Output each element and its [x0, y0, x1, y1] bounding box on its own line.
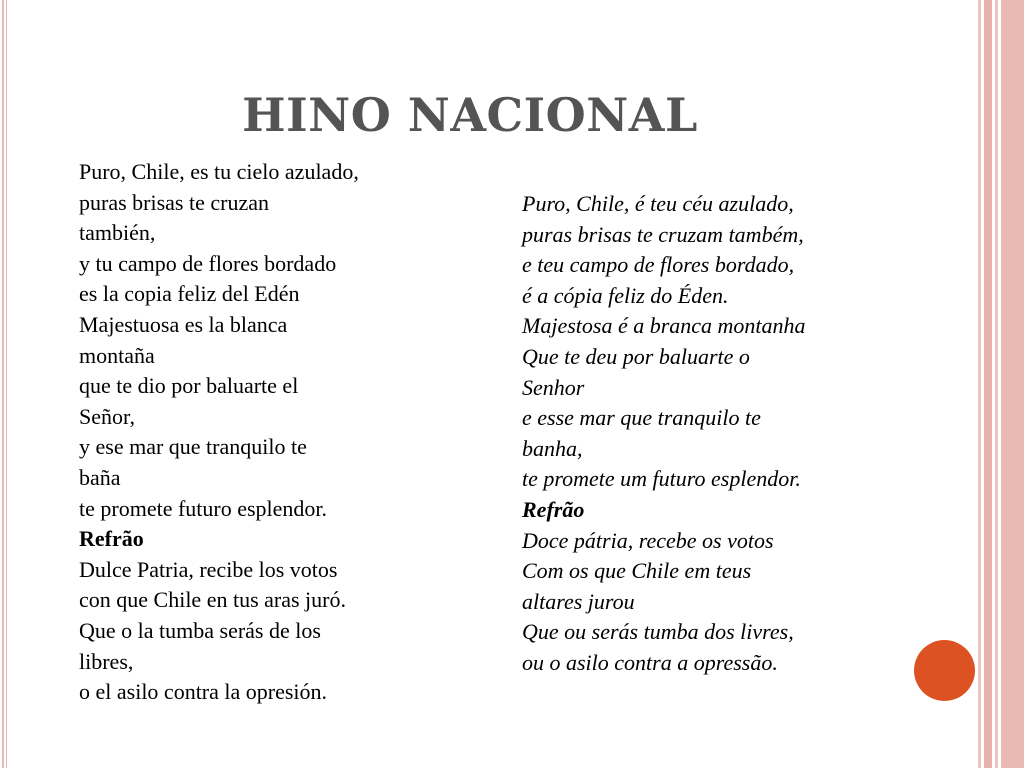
- right-border-band: [984, 0, 992, 768]
- lyric-line: te promete futuro esplendor.: [79, 495, 328, 521]
- right-border-band: [978, 0, 981, 768]
- lyric-line: ou o asilo contra a opressão.: [522, 649, 778, 675]
- lyric-line: te promete um futuro esplendor.: [522, 466, 801, 492]
- lyric-line: Dulce Patria, recibe los votos: [79, 556, 338, 582]
- right-border-decoration: [978, 0, 1024, 768]
- lyric-line: é a cópia feliz do Éden.: [522, 282, 729, 308]
- lyric-line: Que te deu por baluarte o: [522, 343, 750, 369]
- lyric-line: puras brisas te cruzan: [79, 189, 269, 215]
- lyric-line: e teu campo de flores bordado,: [522, 252, 795, 278]
- lyric-line: baña: [79, 464, 121, 490]
- slide-title: HINO NACIONAL: [242, 88, 698, 142]
- lyric-line: también,: [79, 220, 156, 246]
- right-border-band: [995, 0, 998, 768]
- lyric-line: Com os que Chile em teus: [522, 558, 752, 584]
- lyric-line: montaña: [79, 342, 155, 368]
- refrain-heading: Refrão: [522, 496, 585, 522]
- lyric-line: e esse mar que tranquilo te: [522, 405, 761, 431]
- lyric-line: Doce pátria, recebe os votos: [522, 527, 774, 553]
- lyric-line: y tu campo de flores bordado: [79, 250, 337, 276]
- lyric-line: y ese mar que tranquilo te: [79, 434, 307, 460]
- right-border-band: [1001, 0, 1024, 768]
- lyric-line: Puro, Chile, é teu céu azulado,: [522, 191, 794, 216]
- refrain-heading: Refrão: [79, 526, 144, 552]
- lyric-line: Que o la tumba serás de los: [79, 617, 321, 643]
- spanish-lyrics: [79, 157, 459, 708]
- portuguese-lyrics: [522, 189, 912, 679]
- lyric-line: Majestuosa es la blanca: [79, 311, 288, 337]
- lyric-line: que te dio por baluarte el: [79, 373, 299, 399]
- lyric-line: es la copia feliz del Edén: [79, 281, 300, 307]
- lyric-line: Senhor: [522, 374, 585, 400]
- lyric-line: Puro, Chile, es tu cielo azulado,: [79, 159, 359, 184]
- lyric-line: con que Chile en tus aras juró.: [79, 587, 346, 613]
- lyric-line: o el asilo contra la opresión.: [79, 679, 328, 705]
- lyric-line: puras brisas te cruzam também,: [522, 221, 804, 247]
- lyric-line: altares jurou: [522, 588, 635, 614]
- lyric-line: Que ou serás tumba dos livres,: [522, 619, 794, 645]
- lyric-line: Señor,: [79, 403, 135, 429]
- decorative-circle: [914, 640, 975, 701]
- lyric-line: libres,: [79, 648, 134, 674]
- lyric-line: banha,: [522, 435, 583, 461]
- lyric-line: Majestosa é a branca montanha: [522, 313, 806, 339]
